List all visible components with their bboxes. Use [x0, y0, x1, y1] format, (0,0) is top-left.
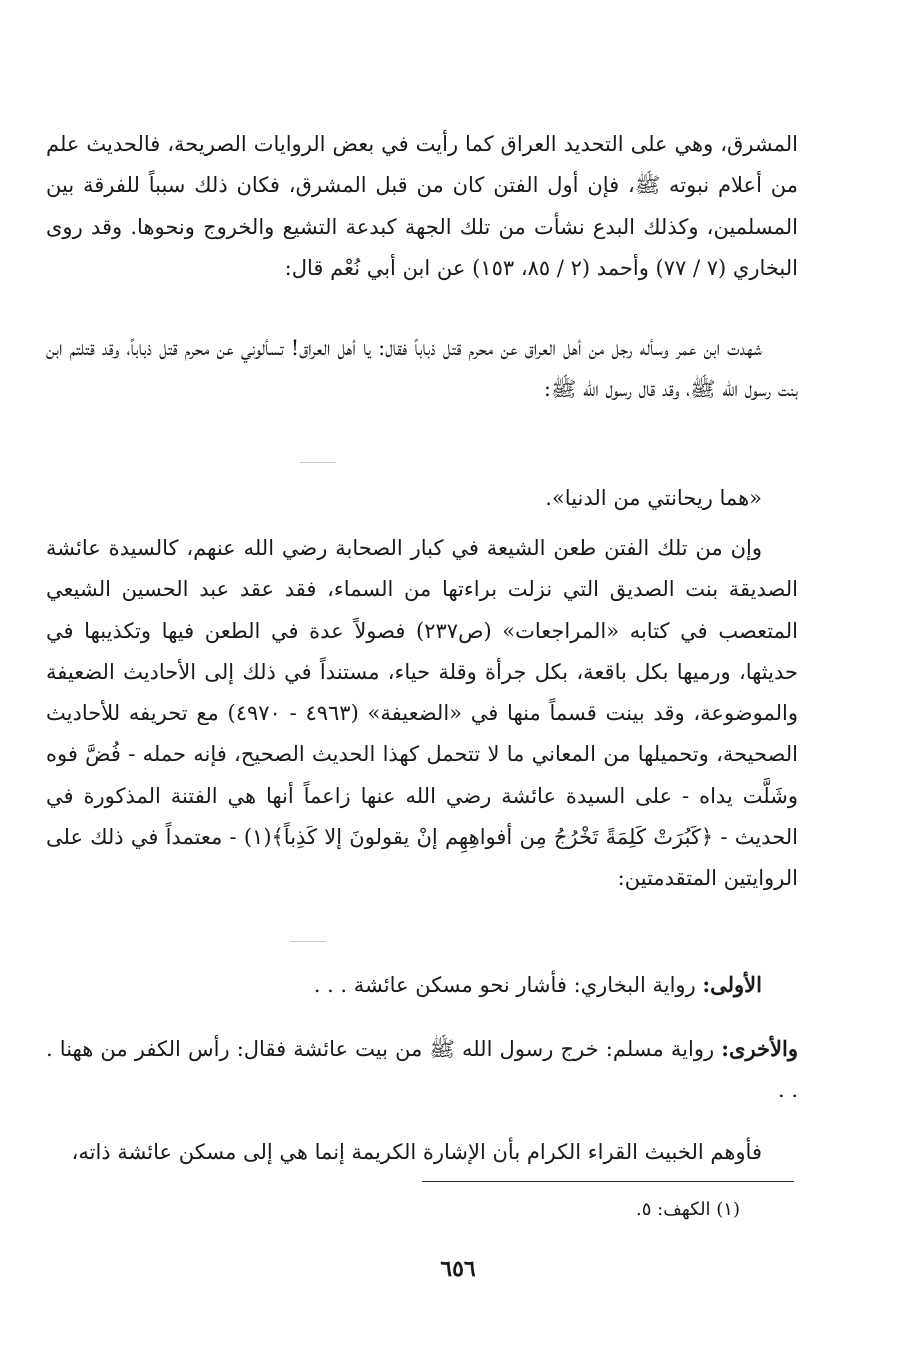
footnote: (١) الكهف: ٥.	[636, 1199, 740, 1220]
paragraph-shia-fitna	[46, 528, 798, 900]
narration-text	[46, 1028, 798, 1112]
scan-mark	[290, 941, 326, 942]
narration-body: رواية مسلم: خرج رسول الله ﷺ من بيت عائشة فقال: رأس الكفر من ههنا . . .	[46, 1037, 798, 1103]
narration-label: والأخرى:	[721, 1036, 798, 1061]
narration-first	[46, 964, 798, 1006]
paragraph-mashriq	[46, 124, 798, 289]
paragraph-text: وإن من تلك الفتن طعن الشيعة في كبار الصحابة رضي الله عنهم، كالسيدة عائشة الصديقة بنت الصديق التي نزلت براءتها من السماء، فقد عقد عبد الحسين الشيعي المتعصب في كتابه «المراجعات» (ص٢٣٧) فصولاً عدة في الطعن فيها وتكذيبها في حديثها، ورميها بكل باقعة، بكل جرأة وقلة حياء، مستنداً في ذلك إلى الأحاديث الضعيفة والموضوعة، وقد بينت قسماً منها في «الضعيفة» (٤٩٦٣ - ٤٩٧٠) مع تحريفه للأحاديث الصحيحة، وتحميلها من المعاني ما لا تتحمل كهذا الحديث الصحيح، فإنه حمله - فُضَّ فوه وشَلَّت يداه - على السيدة عائشة رضي الله عنها زاعماً أنها هي الفتنة المذكورة في الحديث - ﴿كَبُرَتْ كَلِمَةً تَخْرُجُ مِن أفواهِهِم إنْ يقولونَ إلا كَذِباً﴾(١) - معتمداً في ذلك على الروايتين المتقدمتين:	[46, 536, 799, 891]
narration-label: الأولى:	[702, 972, 762, 997]
scan-mark	[300, 462, 336, 463]
narration-text	[46, 964, 798, 1006]
paragraph-text: فأوهم الخبيث القراء الكرام بأن الإشارة الكريمة إنما هي إلى مسكن عائشة ذاته،	[71, 1140, 762, 1164]
page-number: ٦٥٦	[440, 1256, 476, 1282]
narration-second	[46, 1028, 798, 1112]
paragraph-text: شهدت ابن عمر وسأله رجل من أهل العراق عن محرم قتل ذباباً فقال: يا أهل العراق! تسألوني عن محرم قتل ذباباً، وقد قتلتم ابن بنت رسول الله ﷺ، وقد قال رسول الله ﷺ:	[46, 336, 798, 402]
narration-body: رواية البخاري: فأشار نحو مسكن عائشة . . .	[313, 973, 703, 997]
paragraph-conclusion	[46, 1132, 798, 1173]
footnote-divider	[422, 1181, 794, 1182]
paragraph-ibn-umar-narration	[46, 328, 798, 411]
paragraph-text: المشرق، وهي على التحديد العراق كما رأيت في بعض الروايات الصريحة، فالحديث علم من أعلام نبوته ﷺ، فإن أول الفتن كان من قبل المشرق، فكان ذلك سبباً للفرقة بين المسلمين، وكذلك البدع نشأت من تلك الجهة كبدعة التشيع والخروج ونحوها. وقد روى البخاري (٧ / ٧٧) وأحمد (٢ / ٨٥، ١٥٣) عن ابن أبي نُعْم قال:	[46, 132, 798, 280]
paragraph-hadith-quote	[46, 478, 798, 519]
paragraph-text: «هما ريحانتي من الدنيا».	[545, 486, 762, 510]
